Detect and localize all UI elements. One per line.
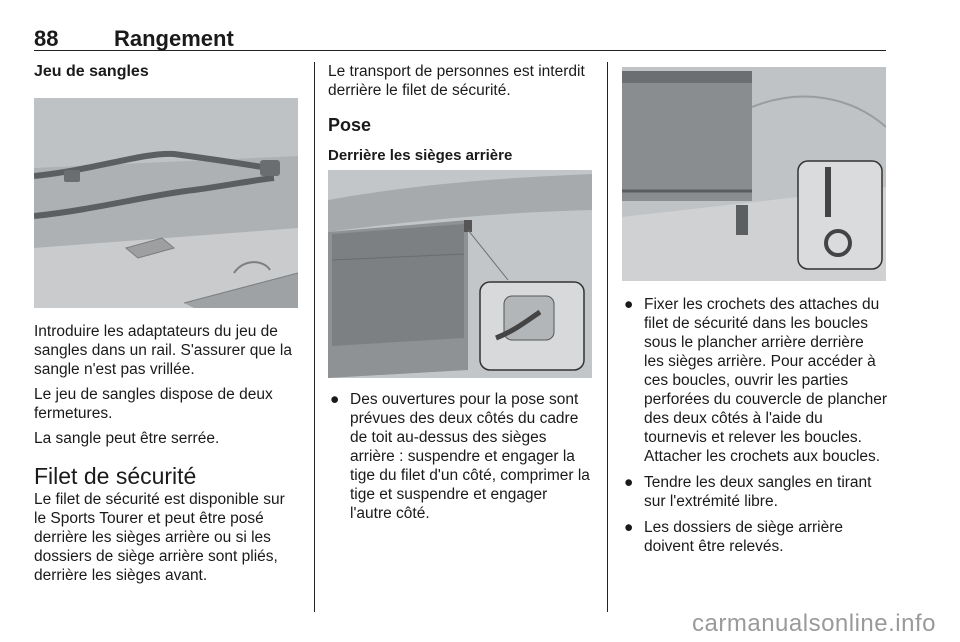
column-divider bbox=[607, 62, 608, 612]
list-item: ● Les dossiers de siège arrière doivent être relevés. bbox=[624, 519, 844, 555]
bullet-icon: ● bbox=[330, 391, 340, 408]
bullet-icon: ● bbox=[624, 474, 634, 491]
page-header bbox=[34, 26, 886, 51]
roof-frame-illustration bbox=[328, 170, 592, 378]
list-item: ● Tendre les deux sangles en tirant sur l'extrémité libre. bbox=[624, 474, 872, 510]
list-item: ● Des ouvertures pour la pose sont prévues des deux côtés du cadre de toit au-dessus des sièges arrière : suspendre et engager la tige du filet d'un côté, comprimer la tige et suspendre et engager l'autre côté. bbox=[330, 391, 590, 522]
section-title: Filet de sécurité bbox=[34, 463, 197, 489]
paragraph: Introduire les adaptateurs du jeu de sangles dans un rail. S'assurer que la sangle n'est pas vrillée. bbox=[34, 323, 292, 378]
page-number: 88 bbox=[34, 26, 59, 51]
instruction-list bbox=[622, 295, 887, 556]
column-3 bbox=[622, 62, 887, 556]
column-1 bbox=[34, 62, 300, 585]
bullet-icon: ● bbox=[624, 519, 634, 536]
floor-loops-illustration bbox=[622, 67, 886, 281]
page-title: Rangement bbox=[114, 26, 234, 51]
list-item: ● Fixer les crochets des attaches du filet de sécurité dans les boucles sous le plancher arrière derrière les sièges arrière. Pour accéder à ces boucles, ouvrir les parties perforées du couvercle de plancher des deux côtés à l'aide du tournevis et relever les boucles. Attacher les crochets aux boucles. bbox=[624, 296, 887, 465]
floor-loops-drawing bbox=[622, 67, 886, 281]
strap-kit-illustration bbox=[34, 98, 298, 308]
strap-kit-drawing bbox=[34, 98, 298, 308]
strap-kit-heading: Jeu de sangles bbox=[34, 63, 149, 80]
pose-heading: Pose bbox=[328, 115, 372, 135]
column-divider bbox=[314, 62, 315, 612]
paragraph: Le transport de personnes est interdit derrière le filet de sécurité. bbox=[328, 63, 585, 99]
watermark: carmanualsonline.info bbox=[692, 610, 936, 637]
bullet-icon: ● bbox=[624, 296, 634, 313]
paragraph: Le jeu de sangles dispose de deux fermetures. bbox=[34, 386, 273, 422]
paragraph: La sangle peut être serrée. bbox=[34, 430, 220, 447]
subheading: Derrière les sièges arrière bbox=[328, 147, 513, 164]
column-2 bbox=[328, 62, 593, 523]
roof-frame-drawing bbox=[328, 170, 592, 378]
instruction-list bbox=[328, 390, 593, 523]
paragraph: Le filet de sécurité est disponible sur le Sports Tourer et peut être posé derrière les sièges arrière ou si les dossiers de siège arrière sont pliés, derrière les sièges avant. bbox=[34, 491, 285, 584]
